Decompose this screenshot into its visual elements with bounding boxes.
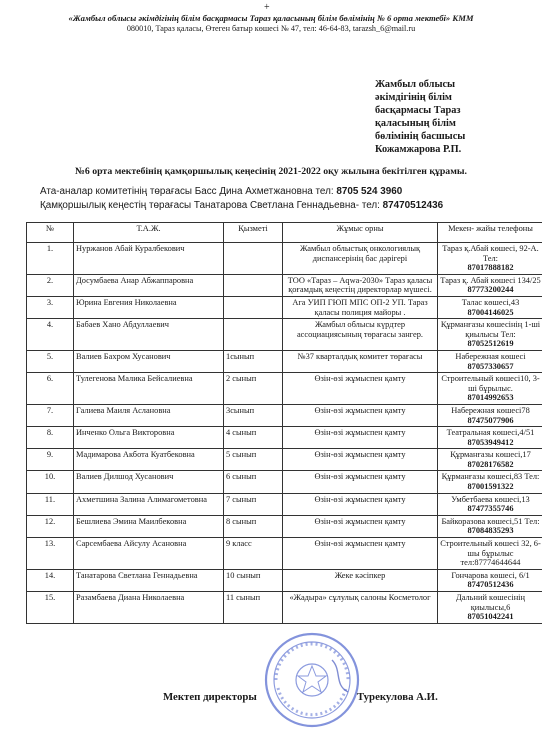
row-position	[224, 319, 283, 351]
row-workplace: «Жадыра» сұлулық салоны Косметолог	[283, 592, 438, 624]
row-workplace: Өзін-өзі жұмыспен қамту	[283, 373, 438, 405]
row-position: 1сынып	[224, 350, 283, 372]
row-workplace: ТОО «Тараз – Аqwa-2030» Тараз қаласы қоғамдық кеңестің директорлар мүшесі.	[283, 274, 438, 296]
row-number: 10.	[27, 471, 74, 493]
row-number: 3.	[27, 296, 74, 318]
row-position: 11 сынып	[224, 592, 283, 624]
row-number: 12.	[27, 515, 74, 537]
row-phone: 87052512619	[467, 339, 514, 349]
row-number: 1.	[27, 243, 74, 275]
director-name: Турекулова А.И.	[357, 691, 438, 703]
header-name: Т.А.Ж.	[74, 223, 224, 243]
row-phone: 87057330657	[467, 361, 514, 371]
row-number: 13.	[27, 538, 74, 570]
row-address-text: Тараз қ. Абай көшесі 134/25	[440, 275, 541, 285]
row-position: 2 сынып	[224, 373, 283, 405]
row-address-text: Театральная көшесі,4/51	[446, 428, 535, 438]
org-header: «Жамбыл облысы әкімдігінің білім басқармасы Тараз қаласының білім бөлімінің № 6 орта мектебі» КММ	[68, 13, 474, 23]
document-title: №6 орта мектебінің қамқоршылық кеңесінің 2021-2022 оқу жылына бекітілген құрамы.	[75, 166, 467, 177]
row-number: 2.	[27, 274, 74, 296]
row-number: 15.	[27, 592, 74, 624]
row-name: Мадимарова Акбота Куатбековна	[74, 449, 224, 471]
row-number: 9.	[27, 449, 74, 471]
header-number: №	[27, 223, 74, 243]
row-phone: 87773200244	[467, 285, 514, 295]
table-row	[27, 296, 542, 318]
approval-line: Жамбыл облысы	[375, 79, 456, 90]
row-position: 6 сынып	[224, 471, 283, 493]
row-workplace: Ага УИП ГЮП МПС ОП-2 УП. Тараз қаласы полиция майоры .	[283, 296, 438, 318]
row-workplace: №37 кварталдық комитет төрағасы	[283, 350, 438, 372]
table-row	[27, 449, 542, 471]
row-name: Разамбаева Диана Николаевна	[74, 592, 224, 624]
row-address	[438, 538, 542, 570]
header-workplace: Жұмыс орны	[283, 223, 438, 243]
row-phone: 87051042241	[467, 612, 514, 622]
row-phone: 87017888182	[467, 263, 514, 273]
row-name: Досумбаева Анар Абжаппаровна	[74, 274, 224, 296]
row-phone: 87004146025	[467, 307, 514, 317]
row-address	[438, 296, 542, 318]
approval-line: Кожамжарова Р.П.	[375, 143, 462, 155]
row-address	[438, 493, 542, 515]
row-name: Ахметшина Залина Алимагометовна	[74, 493, 224, 515]
row-address	[438, 471, 542, 493]
row-address-text: Құрманғазы көшесі,83 Тел:	[441, 472, 540, 482]
row-name: Валиев Дилшод Хусанович	[74, 471, 224, 493]
row-position: 10 сынып	[224, 569, 283, 591]
row-name: Валиев Бахром Хусанович	[74, 350, 224, 372]
row-address	[438, 592, 542, 624]
row-address-text: Талас көшесі,43	[461, 297, 520, 307]
row-position: 4 сынып	[224, 427, 283, 449]
row-number: 11.	[27, 493, 74, 515]
parents-committee-line	[40, 186, 402, 197]
row-name: Нуржанов Абай Куралбекович	[74, 243, 224, 275]
row-address-text: Гончарова көшесі, 6/1	[451, 570, 530, 580]
row-position	[224, 296, 283, 318]
row-number: 5.	[27, 350, 74, 372]
row-phone: 87475077906	[467, 415, 514, 425]
approval-block	[375, 79, 465, 156]
table-row	[27, 274, 542, 296]
row-address-text: Умбетбаева көшесі,13	[451, 494, 530, 504]
header-address: Мекен- жайы телефоны	[438, 223, 542, 243]
row-address-text: Құрманғазы көшесі,17	[450, 450, 531, 460]
row-address-text: Набережная көшесі	[455, 351, 526, 361]
row-workplace: Өзін-өзі жұмыспен қамту	[283, 493, 438, 515]
row-name: Бабаев Хано Абдуллаевич	[74, 319, 224, 351]
row-address-text: Құрманғазы көшесінің 1-ші қиылысы Тел:	[440, 320, 541, 339]
row-number: 6.	[27, 373, 74, 405]
row-workplace: Өзін-өзі жұмыспен қамту	[283, 449, 438, 471]
row-number: 8.	[27, 427, 74, 449]
row-position	[224, 243, 283, 275]
parents-committee-text: Ата-аналар комитетінің төрағасы Басс Дина Ахметжановна тел:	[40, 186, 337, 197]
row-workplace: Жамбыл облыстық онкологиялық диспансерінің бас дәрігері	[283, 243, 438, 275]
table-row	[27, 538, 542, 570]
members-table	[26, 222, 542, 624]
table-row	[27, 404, 542, 426]
table-row	[27, 243, 542, 275]
director-label: Мектеп директоры	[163, 691, 257, 703]
row-address	[438, 569, 542, 591]
approval-line: әкімдігінің білім	[375, 91, 452, 103]
row-workplace: Өзін-өзі жұмыспен қамту	[283, 471, 438, 493]
approval-line: қаласының білім	[375, 117, 456, 129]
approval-line: бөлімінің басшысы	[375, 130, 466, 142]
header-position: Қызметі	[224, 223, 283, 243]
row-number: 14.	[27, 569, 74, 591]
table-header-row	[27, 223, 542, 243]
row-address-text: Набережная көшесі78	[451, 405, 530, 415]
row-position: 7 сынып	[224, 493, 283, 515]
row-address	[438, 373, 542, 405]
row-address	[438, 515, 542, 537]
row-address	[438, 319, 542, 351]
approval-line: басқармасы Тараз	[375, 104, 461, 116]
row-phone: 87014992653	[467, 393, 514, 403]
row-workplace: Өзін-өзі жұмыспен қамту	[283, 515, 438, 537]
row-workplace: Өзін-өзі жұмыспен қамту	[283, 404, 438, 426]
table-row	[27, 493, 542, 515]
row-phone: 87001591322	[467, 482, 514, 492]
row-address	[438, 404, 542, 426]
row-address	[438, 449, 542, 471]
row-position: 8 сынып	[224, 515, 283, 537]
row-workplace: Өзін-өзі жұмыспен қамту	[283, 538, 438, 570]
table-row	[27, 471, 542, 493]
row-number: 7.	[27, 404, 74, 426]
table-row	[27, 373, 542, 405]
row-name: Инченко Ольга Викторовна	[74, 427, 224, 449]
row-name: Тулегенова Малика Бейсалиевна	[74, 373, 224, 405]
row-name: Бешлиева Эмина Маилбековна	[74, 515, 224, 537]
row-position: 3сынып	[224, 404, 283, 426]
row-address	[438, 274, 542, 296]
table-row	[27, 592, 542, 624]
row-address	[438, 243, 542, 275]
table-row	[27, 350, 542, 372]
school-stamp-icon	[262, 630, 362, 730]
row-position	[224, 274, 283, 296]
council-chair-text: Қамқоршылық кеңестің төрағасы Танатарова Светлана Геннадьевна- тел:	[40, 200, 383, 211]
council-chair-line	[40, 200, 443, 211]
row-address-text: Строительный көшесі10, 3-ші бұрылыс.	[441, 374, 540, 393]
row-position: 9 класс	[224, 538, 283, 570]
row-phone: 87053949412	[467, 437, 514, 447]
row-address-text: Байкоразова көшесі,51 Тел:	[441, 516, 540, 526]
row-name: Танатарова Светлана Геннадьевна	[74, 569, 224, 591]
council-chair-phone: 87470512436	[382, 200, 444, 211]
row-name: Сарсембаева Айсулу Асановна	[74, 538, 224, 570]
table-row	[27, 515, 542, 537]
row-address-text: Дальний көшесінің қиылысы,6	[455, 593, 525, 612]
row-position: 5 сынып	[224, 449, 283, 471]
row-phone: 87084835293	[467, 526, 514, 536]
row-workplace: Жеке кәсіпкер	[283, 569, 438, 591]
row-name: Галиева Маиля Аслановна	[74, 404, 224, 426]
parents-committee-phone: 8705 524 3960	[336, 186, 403, 197]
org-address: 080010, Тараз қаласы, Өтеген батыр көшесі № 47, тел: 46-64-83, tarazsh_6@mail.ru	[126, 24, 416, 33]
row-name: Юрина Евгения Николаевна	[74, 296, 224, 318]
plus-mark: +	[264, 2, 270, 13]
row-number: 4.	[27, 319, 74, 351]
row-phone: 87028176582	[467, 459, 514, 469]
table-row	[27, 319, 542, 351]
row-phone: 87470512436	[467, 580, 514, 590]
table-row	[27, 427, 542, 449]
row-address-text: Тараз қ.Абай көшесі, 92-А. Тел:	[442, 244, 539, 263]
table-row	[27, 569, 542, 591]
row-phone: 87477355746	[467, 504, 514, 514]
row-workplace: Өзін-өзі жұмыспен қамту	[283, 427, 438, 449]
row-address	[438, 350, 542, 372]
row-address-text: Строительный көшесі 32, 6-шы бұрылыс тел:87774644644	[440, 539, 541, 568]
row-address	[438, 427, 542, 449]
row-workplace: Жамбыл облысы күрдтер ассоциациясының төрағасы зангер.	[283, 319, 438, 351]
